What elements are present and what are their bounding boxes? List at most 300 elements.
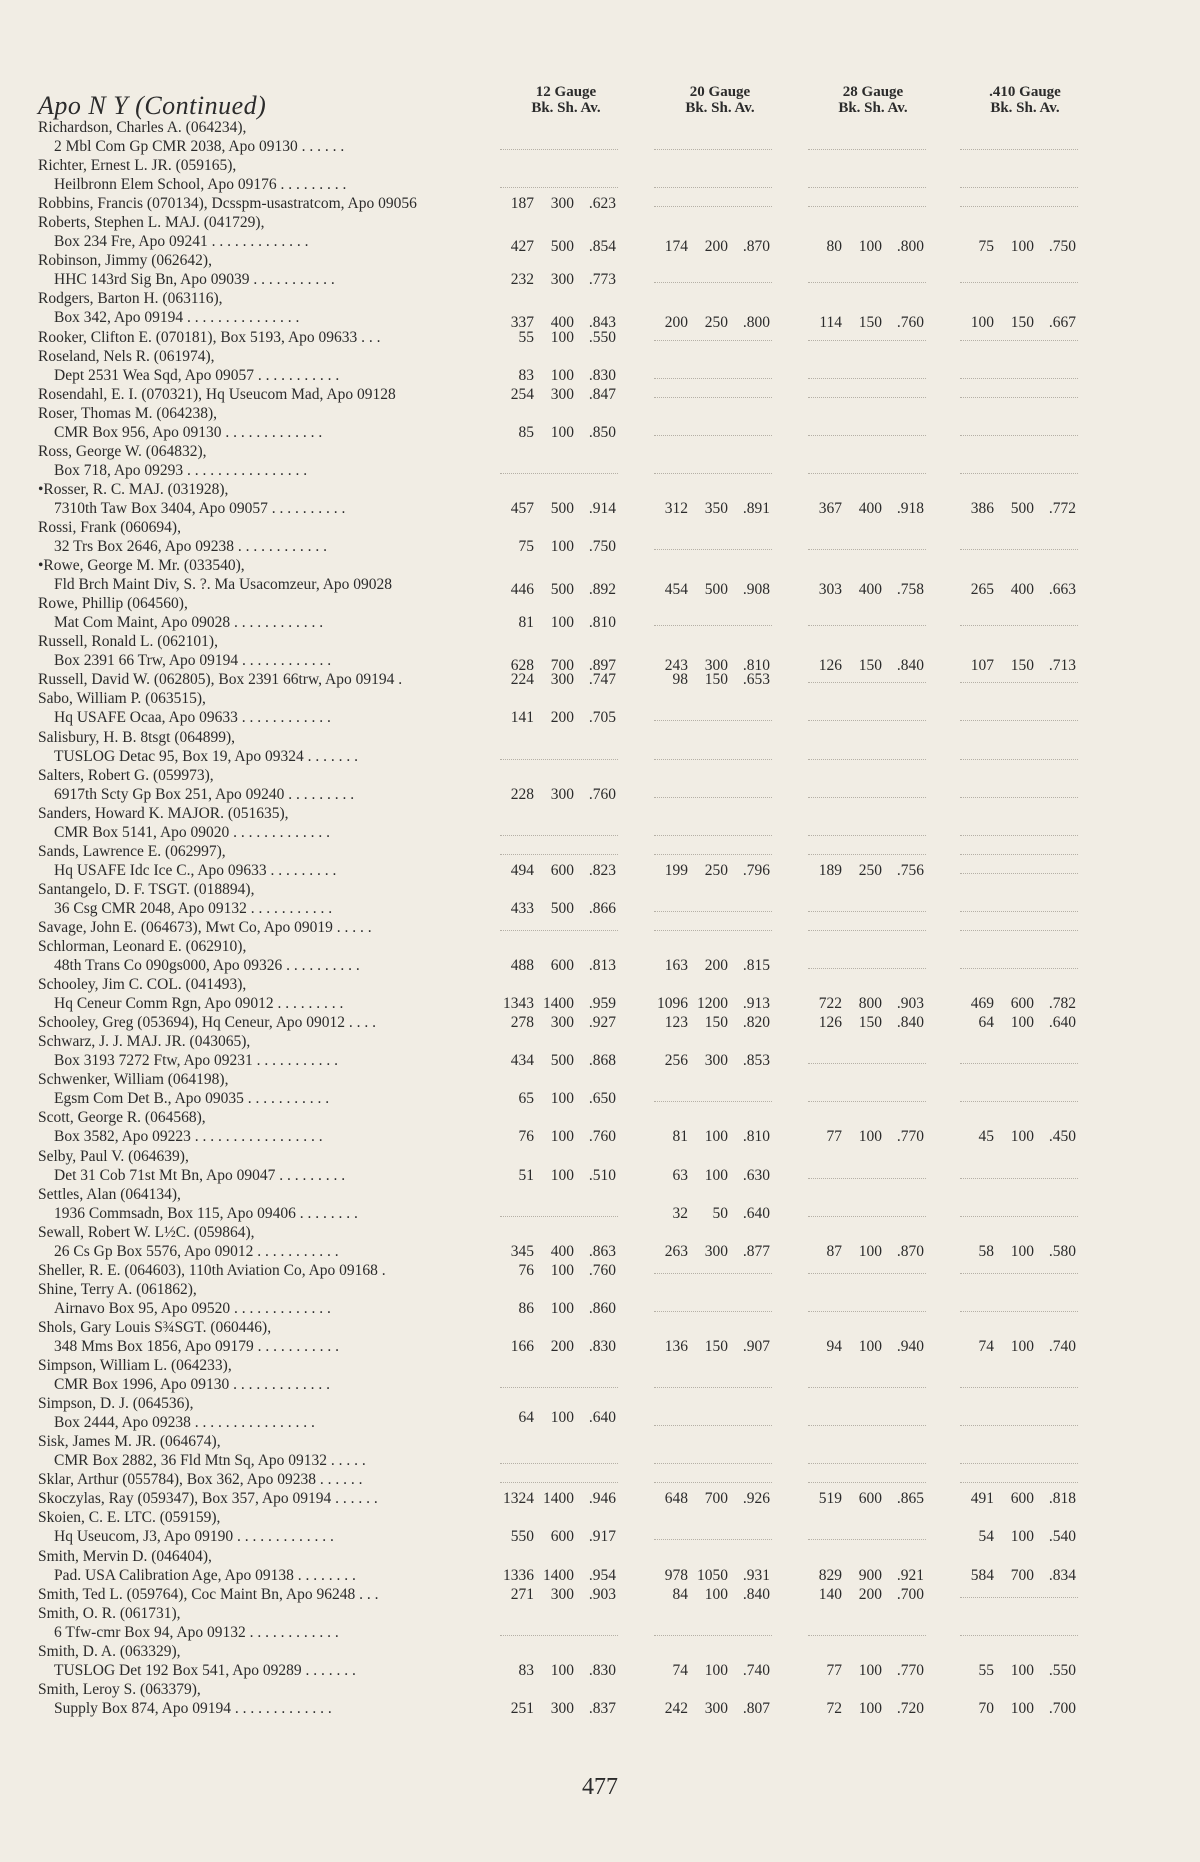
entry-name: Rooker, Clifton E. (070181), Box 5193, Apo 09633 . . . [38,328,381,346]
cell-av: .810 [742,657,770,675]
table-row [38,804,1168,823]
cell-bk: 75 [978,238,994,256]
cell-bk: 32 [672,1204,688,1222]
empty-cell-placeholder [654,385,772,404]
table-row [38,1147,1168,1166]
cell-sh: 100 [858,238,882,256]
cell-av: .908 [742,581,770,599]
gauge-header-3 [808,84,938,116]
cell-bk: 454 [664,581,688,599]
cell-av: .760 [588,1261,616,1279]
table-row [38,1432,1168,1451]
cell-av: .868 [588,1052,616,1070]
cell-sh: 100 [550,1166,574,1184]
table-row [38,289,1168,308]
entry-address: Mat Com Maint, Apo 09028 . . . . . . . . . . . . [54,614,324,632]
entry-name: Smith, Ted L. (059764), Coc Maint Bn, Apo 96248 . . . [38,1585,379,1603]
empty-cell-placeholder [654,823,772,842]
cell-bk: 86 [518,1299,534,1317]
cell-bk: 337 [510,314,534,332]
cell-sh: 100 [550,1090,574,1108]
cell-av: .640 [1048,1014,1076,1032]
table-row [38,1699,1168,1718]
empty-cell-placeholder [654,1089,772,1108]
cell-sh: 100 [858,1128,882,1146]
entry-name: •Rosser, R. C. MAJ. (031928), [38,480,229,498]
cell-sh: 150 [1010,314,1034,332]
entry-address: Det 31 Cob 71st Mt Bn, Apo 09047 . . . . . . . . . [54,1166,346,1184]
cell-av: .550 [1048,1661,1076,1679]
cell-sh: 200 [704,238,728,256]
table-row [38,1661,1168,1680]
entry-name: Sanders, Howard K. MAJOR. (051635), [38,804,289,822]
cell-sh: 100 [550,1661,574,1679]
empty-cell-placeholder [808,1413,926,1432]
cell-sh: 500 [704,581,728,599]
cell-sh: 100 [1010,1699,1034,1717]
empty-cell-placeholder [808,918,926,937]
cell-av: .917 [588,1528,616,1546]
gauge-header-1 [501,84,631,116]
cell-bk: 136 [664,1338,688,1355]
table-row [38,918,1168,937]
entry-name: Sklar, Arthur (055784), Box 362, Apo 09238 . . . . . . [38,1471,363,1489]
empty-cell-placeholder [960,1051,1078,1070]
cell-sh: 100 [550,614,574,632]
cell-bk: 427 [510,238,534,256]
entry-address: HHC 143rd Sig Bn, Apo 09039 . . . . . . . . . . . [54,271,335,289]
cell-av: .837 [588,1699,616,1717]
cell-av: .840 [742,1585,770,1603]
cell-sh: 300 [550,195,574,213]
table-row [38,899,1168,918]
empty-cell-placeholder [500,461,618,480]
cell-sh: 400 [858,581,882,599]
table-row [38,1585,1168,1604]
empty-cell-placeholder [960,1204,1078,1223]
cell-sh: 100 [1010,1338,1034,1355]
table-row [38,1032,1168,1051]
gauge-header-name: 12 Gauge [535,84,597,100]
entry-name: Richardson, Charles A. (064234), [38,119,247,136]
table-row [38,328,1168,347]
cell-sh: 1400 [543,1566,574,1584]
entry-name: Smith, Leroy S. (063379), [38,1680,201,1698]
entry-name: Smith, O. R. (061731), [38,1604,181,1622]
cell-sh: 100 [550,328,574,346]
cell-bk: 519 [818,1490,842,1508]
table-row [38,1623,1168,1642]
cell-bk: 55 [518,328,534,346]
cell-sh: 150 [704,1338,728,1355]
empty-cell-placeholder [654,175,772,194]
cell-bk: 242 [664,1699,688,1717]
cell-av: .959 [588,995,616,1013]
entry-name: Russell, David W. (062805), Box 2391 66trw, Apo 09194 . [38,671,403,689]
empty-cell-placeholder [654,137,772,156]
table-row [38,785,1168,804]
cell-av: .946 [588,1490,616,1508]
cell-bk: 51 [518,1166,534,1184]
cell-bk: 367 [818,499,842,517]
table-row [38,1299,1168,1318]
table-row [38,1451,1168,1470]
empty-cell-placeholder [808,537,926,556]
table-row [38,1280,1168,1299]
entry-name: Roberts, Stephen L. MAJ. (041729), [38,214,265,232]
cell-sh: 500 [550,499,574,517]
table-row [38,994,1168,1013]
cell-bk: 263 [664,1242,688,1260]
cell-bk: 65 [518,1090,534,1108]
table-row [38,1547,1168,1566]
cell-av: .940 [896,1338,924,1355]
entry-address: TUSLOG Det 192 Box 541, Apo 09289 . . . . . . . [54,1661,356,1679]
empty-cell-placeholder [960,823,1078,842]
entry-name: Shine, Terry A. (061862), [38,1280,197,1298]
cell-av: .823 [588,861,616,879]
cell-sh: 300 [550,385,574,403]
empty-cell-placeholder [808,899,926,918]
empty-cell-placeholder [654,270,772,289]
entry-address: Hq Useucom, J3, Apo 09190 . . . . . . . . . . . . . [54,1528,334,1546]
cell-av: .740 [742,1661,770,1679]
entry-address: Box 342, Apo 09194 . . . . . . . . . . . . . . . [54,309,300,327]
entry-address: Egsm Com Det B., Apo 09035 . . . . . . . . . . . [54,1090,330,1108]
table-row [38,1489,1168,1508]
cell-bk: 83 [518,366,534,384]
cell-bk: 70 [978,1699,994,1717]
cell-av: .903 [896,995,924,1013]
cell-av: .830 [588,1338,616,1355]
empty-cell-placeholder [654,899,772,918]
cell-bk: 584 [970,1566,994,1584]
cell-sh: 250 [704,861,728,879]
table-row [38,747,1168,766]
cell-sh: 100 [704,1661,728,1679]
cell-sh: 600 [550,957,574,975]
gauge-header-columns: Bk. Sh. Av. [838,100,908,116]
entry-address: Dept 2531 Wea Sqd, Apo 09057 . . . . . . . . . . . [54,366,340,384]
empty-cell-placeholder [654,328,772,347]
cell-av: .927 [588,1014,616,1032]
cell-sh: 600 [858,1490,882,1508]
cell-bk: 83 [518,1661,534,1679]
table-row [38,1356,1168,1375]
cell-av: .796 [742,861,770,879]
empty-cell-placeholder [960,785,1078,804]
cell-bk: 80 [826,238,842,256]
cell-bk: 54 [978,1528,994,1546]
entry-address: 348 Mms Box 1856, Apo 09179 . . . . . . . . . . . [54,1338,340,1355]
table-row [38,308,1168,332]
empty-cell-placeholder [808,1470,926,1489]
cell-sh: 400 [858,499,882,517]
cell-bk: 271 [510,1585,534,1603]
table-row [38,213,1168,232]
empty-cell-placeholder [960,842,1078,861]
entry-name: Scott, George R. (064568), [38,1109,206,1127]
cell-bk: 174 [664,238,688,256]
entry-address: 6917th Scty Gp Box 251, Apo 09240 . . . . . . . . . [54,785,355,803]
empty-cell-placeholder [960,1413,1078,1432]
cell-sh: 100 [1010,1014,1034,1032]
empty-cell-placeholder [960,385,1078,404]
cell-sh: 150 [704,671,728,689]
empty-cell-placeholder [500,175,618,194]
cell-sh: 100 [1010,238,1034,256]
empty-cell-placeholder [808,842,926,861]
empty-cell-placeholder [808,613,926,632]
cell-av: .580 [1048,1242,1076,1260]
empty-cell-placeholder [960,747,1078,766]
cell-av: .705 [588,709,616,727]
cell-av: .663 [1048,581,1076,599]
cell-bk: 232 [510,271,534,289]
cell-av: .903 [588,1585,616,1603]
cell-bk: 628 [510,657,534,675]
cell-av: .853 [742,1052,770,1070]
cell-sh: 250 [858,861,882,879]
cell-bk: 77 [826,1661,842,1679]
cell-av: .760 [896,314,924,332]
entry-name: Rossi, Frank (060694), [38,518,181,536]
cell-sh: 100 [1010,1528,1034,1546]
empty-cell-placeholder [808,1527,926,1546]
entry-address: CMR Box 2882, 36 Fld Mtn Sq, Apo 09132 . . . . . [54,1452,366,1470]
cell-sh: 150 [858,657,882,675]
entry-address: 48th Trans Co 090gs000, Apo 09326 . . . . . . . . . . [54,957,360,975]
cell-av: .834 [1048,1566,1076,1584]
entry-address: 26 Cs Gp Box 5576, Apo 09012 . . . . . . . . . . . [54,1242,339,1260]
table-row [38,1051,1168,1070]
cell-sh: 100 [550,423,574,441]
cell-bk: 45 [978,1128,994,1146]
cell-sh: 150 [858,314,882,332]
cell-av: .860 [588,1299,616,1317]
table-row [38,366,1168,385]
cell-bk: 94 [826,1338,842,1355]
cell-av: .840 [896,657,924,675]
cell-bk: 228 [510,785,534,803]
empty-cell-placeholder [960,1089,1078,1108]
entry-address: CMR Box 5141, Apo 09020 . . . . . . . . . . . . . [54,823,331,841]
cell-sh: 700 [704,1490,728,1508]
entry-address: Box 2391 66 Trw, Apo 09194 . . . . . . . . . . . . [54,652,332,670]
entry-address: Box 3193 7272 Ftw, Apo 09231 . . . . . . . . . . . [54,1052,339,1070]
entry-address: Fld Brch Maint Div, S. ?. Ma Usacomzeur, Apo 09028 [54,576,393,594]
cell-av: .926 [742,1490,770,1508]
empty-cell-placeholder [808,423,926,442]
cell-av: .818 [1048,1490,1076,1508]
cell-av: .897 [588,657,616,675]
cell-sh: 400 [1010,581,1034,599]
empty-cell-placeholder [808,1204,926,1223]
table-row [38,385,1168,404]
empty-cell-placeholder [960,670,1078,689]
table-row [38,1527,1168,1546]
cell-sh: 100 [550,1261,574,1279]
cell-sh: 1400 [543,995,574,1013]
table-row [38,251,1168,270]
table-row [38,137,1168,156]
entry-name: Schlorman, Leonard E. (062910), [38,938,247,956]
cell-av: .700 [1048,1699,1076,1717]
table-row [38,842,1168,861]
cell-av: .854 [588,238,616,256]
empty-cell-placeholder [500,1623,618,1642]
cell-bk: 1324 [503,1490,534,1508]
cell-av: .770 [896,1661,924,1679]
table-row [38,632,1168,651]
cell-sh: 100 [1010,1661,1034,1679]
cell-bk: 254 [510,385,534,403]
table-row [38,766,1168,785]
table-row [38,956,1168,975]
table-row [38,708,1168,727]
cell-bk: 251 [510,1699,534,1717]
cell-bk: 446 [510,581,534,599]
cell-sh: 500 [550,1052,574,1070]
entry-name: Sewall, Robert W. L½C. (059864), [38,1223,255,1241]
cell-av: .758 [896,581,924,599]
empty-cell-placeholder [500,137,618,156]
cell-bk: 74 [672,1661,688,1679]
entry-address: Hq USAFE Idc Ice C., Apo 09633 . . . . . . . . . [54,861,337,879]
cell-bk: 303 [818,581,842,599]
table-row [38,518,1168,537]
table-row [38,232,1168,256]
cell-av: .813 [588,957,616,975]
empty-cell-placeholder [654,1299,772,1318]
cell-av: .870 [896,1242,924,1260]
table-row [38,651,1168,675]
table-row [38,1470,1168,1489]
cell-bk: 224 [510,671,534,689]
empty-cell-placeholder [500,1204,618,1223]
cell-bk: 163 [664,957,688,975]
empty-cell-placeholder [960,708,1078,727]
cell-av: .921 [896,1566,924,1584]
entry-name: Savage, John E. (064673), Mwt Co, Apo 09019 . . . . . [38,918,372,936]
empty-cell-placeholder [654,613,772,632]
empty-cell-placeholder [808,328,926,347]
cell-sh: 200 [550,709,574,727]
cell-av: .450 [1048,1128,1076,1146]
cell-bk: 278 [510,1014,534,1032]
entry-name: Rosendahl, E. I. (070321), Hq Useucom Mad, Apo 09128 [38,385,396,403]
table-row [38,1108,1168,1127]
empty-cell-placeholder [960,270,1078,289]
table-row [38,556,1168,575]
empty-cell-placeholder [808,708,926,727]
cell-av: .830 [588,366,616,384]
entry-address: 32 Trs Box 2646, Apo 09238 . . . . . . . . . . . . [54,538,328,556]
empty-cell-placeholder [808,137,926,156]
empty-cell-placeholder [654,1451,772,1470]
table-row [38,861,1168,880]
gauge-header-columns: Bk. Sh. Av. [990,100,1060,116]
table-row [38,423,1168,442]
empty-cell-placeholder [654,1261,772,1280]
empty-cell-placeholder [960,918,1078,937]
cell-sh: 200 [704,957,728,975]
table-row [38,404,1168,423]
cell-bk: 123 [664,1014,688,1032]
empty-cell-placeholder [808,1051,926,1070]
table-row [38,594,1168,613]
entry-name: •Rowe, George M. Mr. (033540), [38,557,245,575]
table-row [38,270,1168,289]
empty-cell-placeholder [960,956,1078,975]
cell-sh: 100 [858,1699,882,1717]
table-row [38,175,1168,194]
table-row [38,442,1168,461]
table-row [38,1375,1168,1394]
page-number: 477 [582,1774,618,1800]
gauge-header-name: 20 Gauge [689,84,751,100]
entry-name: Robinson, Jimmy (062642), [38,252,212,270]
table-row [38,728,1168,747]
empty-cell-placeholder [654,1375,772,1394]
cell-bk: 345 [510,1242,534,1260]
entry-address: 6 Tfw-cmr Box 94, Apo 09132 . . . . . . . . . . . . [54,1623,339,1641]
empty-cell-placeholder [960,366,1078,385]
cell-av: .810 [742,1128,770,1146]
table-row [38,537,1168,556]
table-row [38,670,1168,689]
cell-sh: 600 [550,1528,574,1546]
cell-sh: 300 [704,657,728,675]
cell-bk: 85 [518,423,534,441]
cell-bk: 265 [970,581,994,599]
cell-sh: 150 [858,1014,882,1032]
cell-bk: 140 [818,1585,842,1603]
cell-bk: 187 [510,195,534,213]
gauge-header-name: .410 Gauge [989,84,1061,100]
cell-sh: 100 [550,1409,574,1427]
cell-sh: 150 [1010,657,1034,675]
empty-cell-placeholder [500,747,618,766]
empty-cell-placeholder [960,1166,1078,1185]
entry-name: Sheller, R. E. (064603), 110th Aviation Co, Apo 09168 . [38,1261,386,1279]
cell-sh: 600 [1010,995,1034,1013]
cell-av: .810 [588,614,616,632]
entry-address: 2 Mbl Com Gp CMR 2038, Apo 09130 . . . . . . [54,138,345,156]
table-row [38,1642,1168,1661]
table-row [38,1242,1168,1261]
cell-sh: 1050 [697,1566,728,1584]
cell-bk: 63 [672,1166,688,1184]
entry-name: Skoczylas, Ray (059347), Box 357, Apo 09194 . . . . . . [38,1490,378,1508]
cell-av: .892 [588,581,616,599]
cell-sh: 1400 [543,1490,574,1508]
cell-av: .773 [588,271,616,289]
cell-av: .623 [588,195,616,213]
entry-name: Salters, Robert G. (059973), [38,766,214,784]
entry-address: TUSLOG Detac 95, Box 19, Apo 09324 . . . . . . . [54,747,358,765]
entry-name: Schooley, Jim C. COL. (041493), [38,976,247,994]
table-row [38,1337,1168,1356]
cell-sh: 100 [704,1166,728,1184]
entry-address: 7310th Taw Box 3404, Apo 09057 . . . . . . . . . . [54,499,346,517]
empty-cell-placeholder [500,1451,618,1470]
empty-cell-placeholder [960,1470,1078,1489]
cell-av: .820 [742,1014,770,1032]
cell-bk: 87 [826,1242,842,1260]
page-title: Apo N Y (Continued) [38,91,267,120]
entry-address: Hq USAFE Ocaa, Apo 09633 . . . . . . . . . . . . [54,709,331,727]
